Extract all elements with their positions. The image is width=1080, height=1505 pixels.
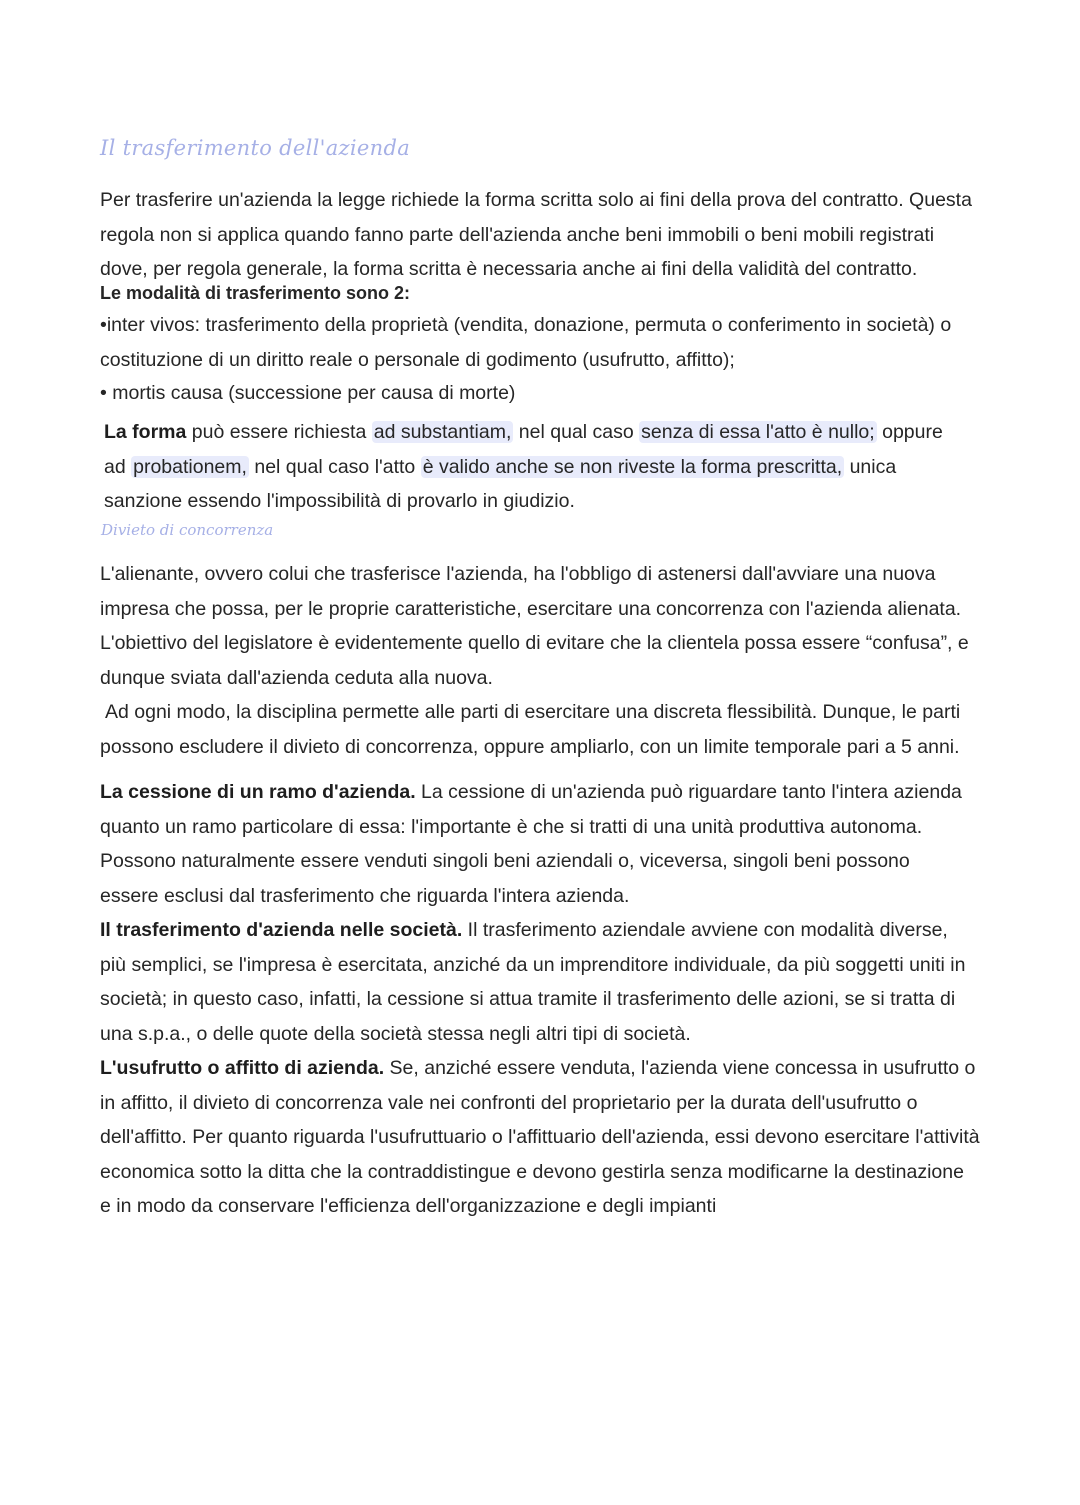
forma-label: La forma xyxy=(104,421,187,443)
divieto-paragraph-2: L'obiettivo del legislatore è evidentemente quello di evitare che la clientela possa essere “confusa”, e dunque sviata dall'azienda ceduta alla nuova. xyxy=(100,632,969,689)
societa-text: Il trasferimento aziendale avviene con modalità diverse, più semplici, se l'impresa è esercitata, anziché da un imprenditore individuale, da più soggetti uniti in società; in questo caso, infatti, la cessione si attua tramite il trasferimento delle azioni, se si tratta di una s.p.a., o delle quote della società stessa negli altri tipi di società. xyxy=(100,919,966,1045)
page-title: Il trasferimento dell'azienda xyxy=(100,136,411,160)
forma-text-3: oppure ad xyxy=(104,421,943,478)
ramo-text: La cessione di un'azienda può riguardare tanto l'intera azienda quanto un ramo particolare di essa: l'importante è che si tratti di una unità produttiva autonoma. Possono naturalmente essere venduti singoli beni aziendali o, viceversa, singoli beni possono essere esclusi dal trasferimento che riguarda l'intera azienda. xyxy=(100,781,962,907)
forma-text-4: nel qual caso l'atto xyxy=(248,455,421,478)
forma-text-5: unica sanzione essendo l'impossibilità di provarlo in giudizio. xyxy=(104,455,897,512)
modalita-item-mortis-causa: • mortis causa (successione per causa di morte) xyxy=(100,382,516,404)
forma-highlight-probationem: probationem, xyxy=(133,455,247,478)
forma-paragraph xyxy=(104,415,964,519)
usufrutto-paragraph xyxy=(100,1051,980,1224)
forma-text-2: nel qual caso xyxy=(513,421,640,443)
societa-label: Il trasferimento d'azienda nelle società. xyxy=(100,919,463,941)
ramo-paragraph xyxy=(100,775,970,913)
modalita-item-inter-vivos: •inter vivos: trasferimento della proprietà (vendita, donazione, permuta o conferimento in società) o costituzione di un diritto reale o personale di godimento (usufrutto, affitto); xyxy=(100,314,952,371)
usufrutto-label: L'usufrutto o affitto di azienda. xyxy=(100,1057,385,1079)
forma-highlight-valido: è valido anche se non riveste la forma prescritta, xyxy=(422,455,843,478)
ramo-label: La cessione di un ramo d'azienda. xyxy=(100,781,416,803)
divieto-paragraph-3: Ad ogni modo, la disciplina permette alle parti di esercitare una discreta flessibilità. Dunque, le parti possono escludere il divieto di concorrenza, oppure ampliarlo, con un limite temporale pari a 5 anni. xyxy=(100,701,961,758)
divieto-heading: Divieto di concorrenza xyxy=(101,521,274,539)
intro-paragraph: Per trasferire un'azienda la legge richiede la forma scritta solo ai fini della prova del contratto. Questa regola non si applica quando fanno parte dell'azienda anche beni immobili o beni mobili registrati dove, per regola generale, la forma scritta è necessaria anche ai fini della validità del contratto. xyxy=(100,189,972,280)
forma-highlight-nullo: senza di essa l'atto è nullo; xyxy=(641,421,875,443)
modalita-heading: Le modalità di trasferimento sono 2: xyxy=(100,283,411,303)
usufrutto-text: Se, anziché essere venduta, l'azienda viene concessa in usufrutto o in affitto, il divieto di concorrenza vale nei confronti del proprietario per la durata dell'usufrutto o dell'affitto. Per quanto riguarda l'usufruttuario o l'affittuario dell'azienda, essi devono esercitare l'attività economica sotto la ditta che la contraddistingue e devono gestirla senza modificarne la destinazione e in modo da conservare l'efficienza dell'organizzazione e degli impianti xyxy=(100,1057,980,1217)
divieto-paragraph-1: L'alienante, ovvero colui che trasferisce l'azienda, ha l'obbligo di astenersi dall'avviare una nuova impresa che possa, per le proprie caratteristiche, esercitare una concorrenza con l'azienda alienata. xyxy=(100,563,962,620)
forma-text-1: può essere richiesta xyxy=(186,421,372,443)
forma-highlight-substantiam: ad substantiam, xyxy=(373,421,512,443)
societa-paragraph xyxy=(100,913,970,1051)
